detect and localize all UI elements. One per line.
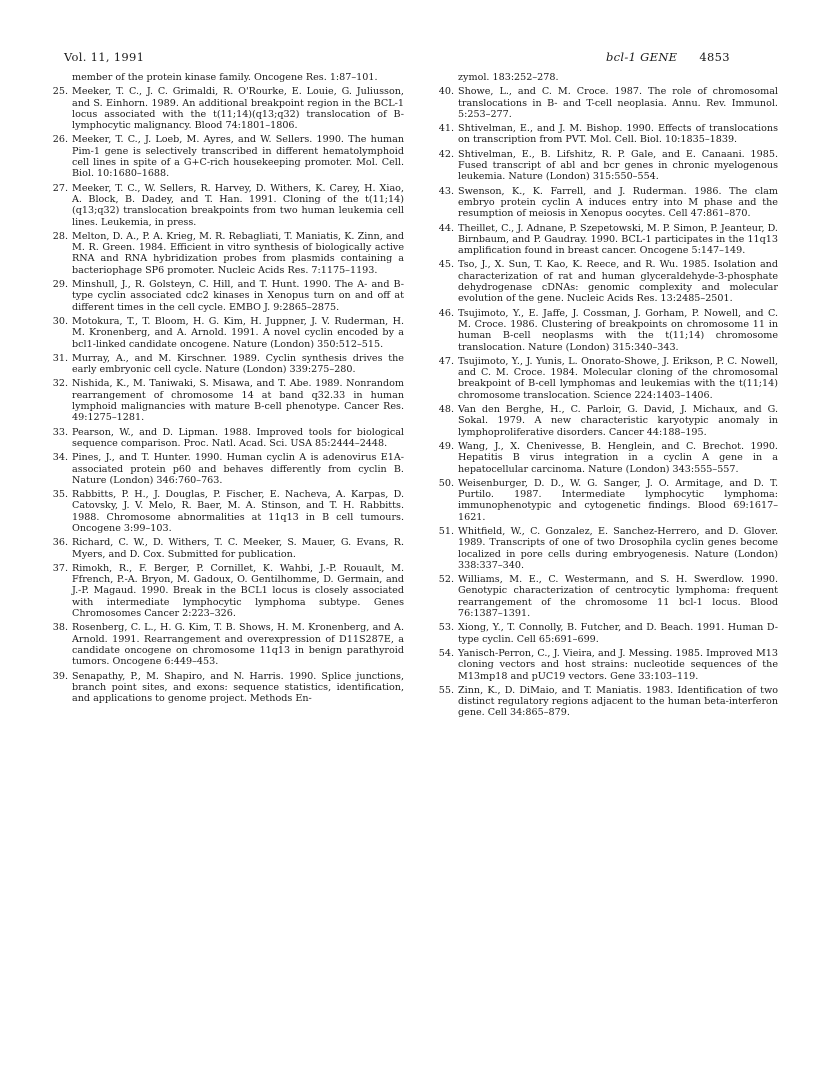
reference-text: Shtivelman, E., and J. M. Bishop. 1990. Effects of translocations on transcription from PVT. Mol. Cell. Biol. 10:1835–1839. [458,123,778,146]
running-header [606,50,730,64]
reference-number: 41. [438,123,454,135]
reference-text: Wang, J., X. Chenivesse, B. Henglein, and C. Brechot. 1990. Hepatitis B virus integration in a cyclin A gene in a hepatocellular carcinoma. Nature (London) 343:555–557. [458,440,778,475]
reference-text: Xiong, Y., T. Connolly, B. Futcher, and D. Beach. 1991. Human D-type cyclin. Cell 65:691–699. [458,622,778,645]
reference-number: 36. [52,537,68,549]
reference-number: 55. [438,684,454,696]
reference-text: Showe, L., and C. M. Croce. 1987. The role of chromosomal translocations in B- and T-cell neoplasia. Annu. Rev. Immunol. 5:253–277. [458,86,778,120]
reference-text: Swenson, K., K. Farrell, and J. Ruderman. 1986. The clam embryo protein cyclin A induces entry into M phase and the resumption of meiosis in Xenopus oocytes. Cell 47:861–870. [458,185,778,220]
reference-number: 51. [438,525,454,537]
journal-volume: Vol. 11, 1991 [64,50,145,64]
reference-item [52,452,404,486]
reference-item [438,478,778,523]
reference-text: Zinn, K., D. DiMaio, and T. Maniatis. 1983. Identification of two distinct regulatory regions adjacent to the human beta-interferon gene. Cell 34:865–879. [458,684,778,719]
reference-number: 37. [52,562,68,574]
reference-number: 49. [438,440,454,452]
reference-number: 28. [52,230,68,242]
reference-text: Williams, M. E., C. Westermann, and S. H. Swerdlow. 1990. Genotypic characterization of centrocytic lymphoma: frequent rearrangement of the chromosome 11 bcl-1 locus. Blood 76:1387–1391. [458,574,778,620]
reference-text: member of the protein kinase family. Oncogene Res. 1:87–101. [72,72,378,83]
reference-number: 29. [52,279,68,291]
reference-text: Richard, C. W., D. Withers, T. C. Meeker, S. Mauer, G. Evans, R. Myers, and D. Cox. Submitted for publication. [72,537,404,560]
reference-item [52,537,404,560]
reference-text: Pines, J., and T. Hunter. 1990. Human cyclin A is adenovirus E1A-associated protein p60 and behaves differently from cyclin B. Nature (London) 346:760–763. [72,452,404,486]
reference-number: 32. [52,378,68,390]
reference-item [52,353,404,376]
reference-number: 43. [438,185,454,197]
reference-text: Nishida, K., M. Taniwaki, S. Misawa, and T. Abe. 1989. Nonrandom rearrangement of chromosome 14 at band q32.33 in human lymphoid malignancies with mature B-cell phenotype. Cancer Res. 49:1275–1281. [72,378,404,424]
reference-text: Tsujimoto, Y., E. Jaffe, J. Cossman, J. Gorham, P. Nowell, and C. M. Croce. 1986. Clustering of breakpoints on chromosome 11 in human B-cell neoplasms with the t(11;14) chromosome translocation. Nature (London) 315:340–343. [458,307,778,353]
reference-number: 47. [438,355,454,367]
running-title: bcl-1 GENE [606,50,678,64]
reference-number: 54. [438,647,454,659]
reference-item [438,574,778,619]
reference-number: 26. [52,134,68,146]
reference-number: 40. [438,86,454,98]
reference-text: Rabbitts, P. H., J. Douglas, P. Fischer, E. Nacheva, A. Karpas, D. Catovsky, J. V. Melo, R. Baer, M. A. Stinson, and T. H. Rabbitts. 1988. Chromosome abnormalities at 11q13 in B cell tumours. Oncogene 3:99–103. [72,489,404,534]
reference-item [438,526,778,571]
reference-text: Senapathy, P., M. Shapiro, and N. Harris. 1990. Splice junctions, branch point sites, and exons: sequence statistics, identification, and applications to genome project. Methods En- [72,670,404,705]
reference-item [52,489,404,534]
reference-item [52,316,404,350]
reference-text: Whitfield, W., C. Gonzalez, E. Sanchez-Herrero, and D. Glover. 1989. Transcripts of one of two Drosophila cyclin genes become localized in pore cells during embryogenesis. Nature (London) 338:337–340. [458,525,778,571]
reference-text: zymol. 183:252–278. [458,72,559,83]
reference-item [438,441,778,475]
reference-text: Motokura, T., T. Bloom, H. G. Kim, H. Juppner, J. V. Ruderman, H. M. Kronenberg, and A. Arnold. 1991. A novel cyclin encoded by a bcl1-linked candidate oncogene. Nature (London) 350:512–515. [72,315,404,350]
reference-item [52,72,404,83]
reference-number: 45. [438,259,454,271]
reference-text: Minshull, J., R. Golsteyn, C. Hill, and T. Hunt. 1990. The A- and B-type cyclin associated cdc2 kinases in Xenopus turn on and off at different times in the cell cycle. EMBO J. 9:2865–2875. [72,279,404,313]
reference-text: Weisenburger, D. D., W. G. Sanger, J. O. Armitage, and D. T. Purtilo. 1987. Intermediate lymphocytic lymphoma: immunophenotypic and cytogenetic findings. Blood 69:1617–1621. [458,477,778,523]
reference-number: 48. [438,404,454,416]
reference-item [438,404,778,438]
reference-item [52,378,404,423]
reference-number: 44. [438,222,454,234]
reference-text: Van den Berghe, H., C. Parloir, G. David, J. Michaux, and G. Sokal. 1979. A new characteristic karyotypic anomaly in lymphoproliferative disorders. Cancer 44:188–195. [458,404,778,438]
reference-text: Meeker, T. C., J. C. Grimaldi, R. O'Rourke, E. Louie, G. Juliusson, and S. Einhorn. 1989. An additional breakpoint region in the BCL-1 locus associated with the t(11;14)(q13;q32) translocation of B-lymphocytic malignancy. Blood 74:1801–1806. [72,86,404,132]
reference-item [52,279,404,313]
reference-number: 30. [52,315,68,327]
reference-text: Meeker, T. C., J. Loeb, M. Ayres, and W. Sellers. 1990. The human Pim-1 gene is selectively transcribed in different hematolymphoid cell lines in spite of a G+C-rich housekeeping promoter. Mol. Cell. Biol. 10:1680–1688. [72,134,404,180]
reference-number: 34. [52,452,68,464]
reference-number: 38. [52,622,68,634]
reference-item [438,223,778,257]
reference-text: Pearson, W., and D. Lipman. 1988. Improved tools for biological sequence comparison. Proc. Natl. Acad. Sci. USA 85:2444–2448. [72,426,404,449]
reference-item [52,563,404,619]
reference-item [52,134,404,179]
reference-item [438,648,778,682]
reference-number: 50. [438,477,454,489]
reference-number: 35. [52,489,68,501]
reference-number: 27. [52,182,68,194]
reference-number: 42. [438,148,454,160]
reference-number: 46. [438,307,454,319]
reference-text: Tsujimoto, Y., J. Yunis, L. Onorato-Showe, J. Erikson, P. C. Nowell, and C. M. Croce. 1984. Molecular cloning of the chromosomal breakpoint of B-cell lymphomas and leukemias with the t(11;14) chromosome translocation. Science 224:1403–1406. [458,355,778,401]
reference-text: Melton, D. A., P. A. Krieg, M. R. Rebagliati, T. Maniatis, K. Zinn, and M. R. Green. 1984. Efficient in vitro synthesis of biologically active RNA and RNA hybridization probes from plasmids containing a bacteriophage SP6 promoter. Nucleic Acids Res. 7:1175–1193. [72,230,404,276]
reference-item [52,231,404,276]
reference-text: Rimokh, R., F. Berger, P. Cornillet, K. Wahbi, J.-P. Rouault, M. Ffrench, P.-A. Bryon, M. Gadoux, O. Gentilhomme, D. Germain, and J.-P. Magaud. 1990. Break in the BCL1 locus is closely associated with intermediate lymphocytic lymphoma subtype. Genes Chromosomes Cancer 2:223–326. [72,562,404,620]
reference-item [438,259,778,304]
references-left-column [52,72,404,707]
reference-item [52,427,404,450]
reference-item [438,186,778,220]
reference-item [438,308,778,353]
reference-text: Murray, A., and M. Kirschner. 1989. Cyclin synthesis drives the early embryonic cell cycle. Nature (London) 339:275–280. [72,352,404,376]
reference-text: Shtivelman, E., B. Lifshitz, R. P. Gale, and E. Canaani. 1985. Fused transcript of abl and bcr genes in chronic myelogenous leukemia. Nature (London) 315:550–554. [458,148,778,183]
reference-text: Meeker, T. C., W. Sellers, R. Harvey, D. Withers, K. Carey, H. Xiao, A. Block, B. Dadey, and T. Han. 1991. Cloning of the t(11;14)(q13;q32) translocation breakpoints from two human leukemia cell lines. Leukemia, in press. [72,182,404,228]
reference-number: 25. [52,86,68,98]
reference-number: 52. [438,574,454,586]
page-number: 4853 [699,50,730,64]
reference-text: Theillet, C., J. Adnane, P. Szepetowski, M. P. Simon, P. Jeanteur, D. Birnbaum, and P. Gaudray. 1990. BCL-1 participates in the 11q13 amplification found in breast cancer. Oncogene 5:147–149. [458,222,778,257]
reference-number: 31. [52,352,68,364]
reference-text: Rosenberg, C. L., H. G. Kim, T. B. Shows, H. M. Kronenberg, and A. Arnold. 1991. Rearrangement and overexpression of D11S287E, a candidate oncogene on chromosome 11q13 in benign parathyroid tumors. Oncogene 6:449–453. [72,622,404,668]
reference-item [52,86,404,131]
reference-text: Tso, J., X. Sun, T. Kao, K. Reece, and R. Wu. 1985. Isolation and characterization of rat and human glyceraldehyde-3-phosphate dehydrogenase cDNAs: genomic complexity and molecular evolution of the gene. Nucleic Acids Res. 13:2485–2501. [458,259,778,305]
reference-item [52,671,404,705]
reference-number: 53. [438,622,454,634]
reference-item [438,356,778,401]
reference-item [438,622,778,645]
reference-item [52,183,404,228]
reference-item [438,149,778,183]
reference-item [438,685,778,719]
reference-item [438,72,778,83]
reference-item [52,622,404,667]
reference-number: 33. [52,426,68,438]
reference-item [438,123,778,146]
reference-text: Yanisch-Perron, C., J. Vieira, and J. Messing. 1985. Improved M13 cloning vectors and host strains: nucleotide sequences of the M13mp18 and pUC19 vectors. Gene 33:103–119. [458,647,778,682]
reference-item [438,86,778,120]
references-right-column [438,72,778,722]
reference-number: 39. [52,670,68,682]
